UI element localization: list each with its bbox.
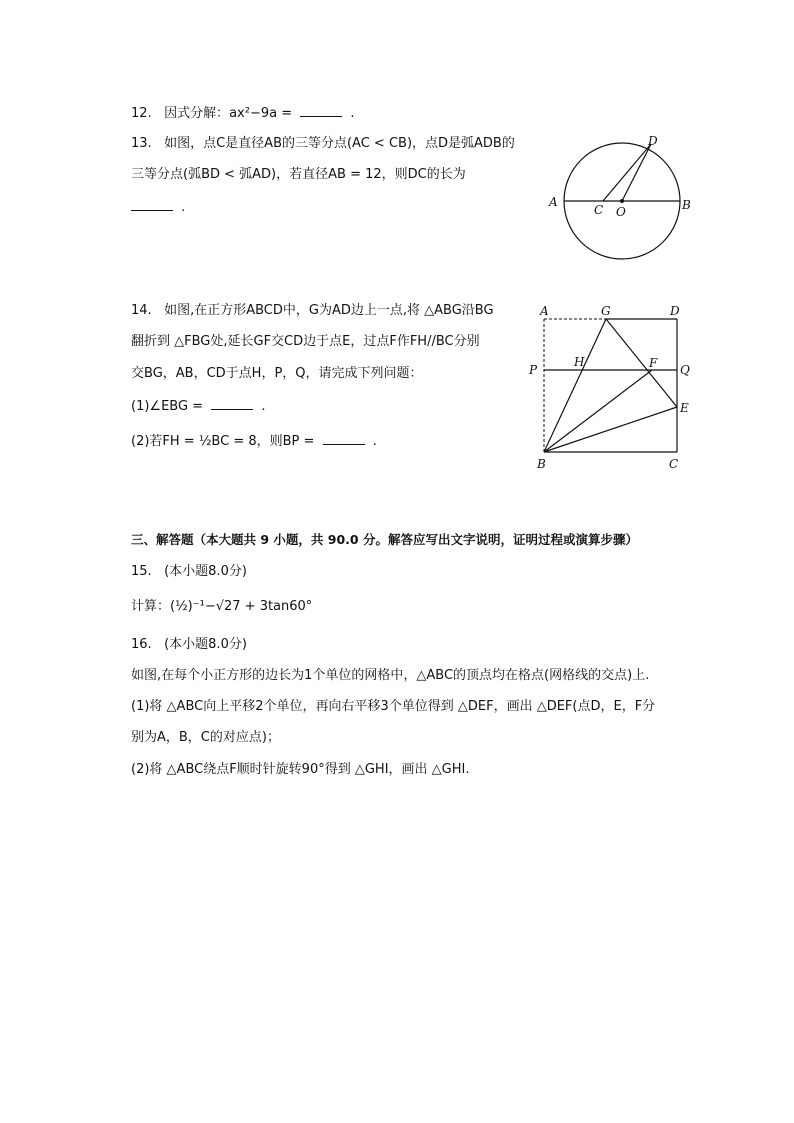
question-13-line3: .: [131, 198, 185, 217]
question-text: 因式分解：ax²−9a =: [164, 106, 293, 121]
label-b: B: [537, 457, 546, 471]
question-14-sub2: (2)若FH = ½BC = 8，则BP = .: [131, 434, 377, 449]
question-13-line1: [131, 135, 515, 153]
question-16-line2: (1)将 △ABC向上平移2个单位，再向右平移3个单位得到 △DEF，画出 △DEF(点D，E，F分: [131, 699, 656, 714]
line-bg: [544, 319, 606, 452]
question-text: 交BG，AB，CD于点H，P，Q，请完成下列问题：: [131, 366, 423, 381]
subquestion-text: (1)∠EBG =: [131, 399, 204, 414]
label-b: B: [682, 198, 691, 212]
label-o: O: [616, 205, 626, 219]
question-text: 三等分点(弧BD < 弧AD)，若直径AB = 12，则DC的长为: [131, 167, 466, 182]
label-a: A: [549, 195, 558, 209]
question-14-line1: [131, 302, 494, 320]
label-q: Q: [680, 363, 690, 377]
subquestion-text: (2)若FH = ½BC = 8，则BP =: [131, 434, 315, 449]
question-16-line3: 别为A，B，C的对应点)；: [131, 730, 280, 745]
question-13-line2: [131, 166, 466, 184]
question-text: 如图，点C是直径AB的三等分点(AC < CB)，点D是弧ADB的: [164, 136, 515, 151]
label-c: C: [594, 203, 604, 217]
label-e: E: [680, 401, 689, 415]
question-number: 12.: [131, 106, 152, 121]
question-points: (本小题8.0分): [164, 637, 247, 652]
section-heading: 三、解答题（本大题共 9 小题，共 90.0 分。解答应写出文字说明，证明过程或演算步骤）: [131, 532, 638, 547]
label-c: C: [669, 457, 679, 471]
line-bf: [544, 370, 652, 452]
question-number: 13.: [131, 136, 152, 151]
question-points: (本小题8.0分): [164, 564, 247, 579]
question-number: 16.: [131, 637, 152, 652]
label-p: P: [529, 363, 538, 377]
answer-blank[interactable]: [131, 198, 173, 211]
question-15-text: 计算：(½)⁻¹−√27 + 3tan60°: [131, 599, 313, 614]
question-14-line3: [131, 365, 423, 383]
label-d: D: [648, 134, 658, 148]
label-h: H: [574, 355, 585, 369]
answer-blank[interactable]: [300, 104, 342, 117]
label-g: G: [601, 304, 611, 318]
question-16-line1: 如图,在每个小正方形的边长为1个单位的网格中，△ABC的顶点均在格点(网格线的交点)上.: [131, 668, 650, 683]
label-a: A: [540, 304, 549, 318]
square-figure: [524, 300, 704, 475]
question-16-header: [131, 636, 247, 654]
label-f: F: [649, 356, 658, 370]
question-number: 15.: [131, 564, 152, 579]
label-d: D: [670, 304, 680, 318]
center-point: [620, 199, 624, 203]
circle-figure: [540, 132, 700, 264]
question-15-header: [131, 563, 247, 581]
answer-blank[interactable]: [211, 397, 253, 410]
question-text: 如图,在正方形ABCD中，G为AD边上一点,将 △ABG沿BG: [164, 303, 494, 318]
question-number: 14.: [131, 303, 152, 318]
question-14-sub1: (1)∠EBG = .: [131, 399, 266, 414]
question-12: 12. 因式分解：ax²−9a = .: [131, 106, 355, 121]
answer-blank[interactable]: [323, 432, 365, 445]
line-be: [544, 407, 677, 452]
question-16-line4: (2)将 △ABC绕点F顺时针旋转90°得到 △GHI，画出 △GHI.: [131, 762, 470, 777]
question-text: 翻折到 △FBG处,延长GF交CD边于点E，过点F作FH//BC分别: [131, 334, 480, 349]
question-14-line2: [131, 333, 480, 351]
line-ge: [606, 319, 677, 407]
